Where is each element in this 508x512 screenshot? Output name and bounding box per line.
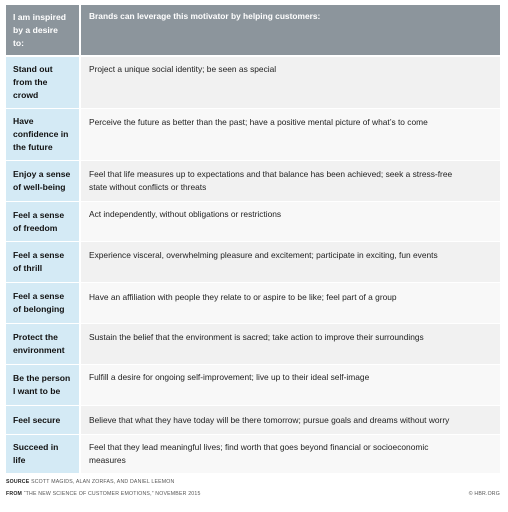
- description-line: Experience visceral, overwhelming pleasure and excitement; participate in exciting, fun events: [89, 250, 438, 260]
- description-line: Act independently, without obligations or restrictions: [89, 209, 282, 219]
- description-line: measures: [89, 455, 126, 465]
- motivator-cell: [6, 283, 81, 323]
- copyright-credit: © HBR.ORG: [468, 491, 500, 497]
- motivator-cell: [6, 406, 81, 434]
- motivator-cell: [6, 161, 81, 201]
- motivator-line: Protect the: [13, 332, 58, 342]
- motivator-cell: [6, 57, 81, 108]
- description-cell: [81, 109, 500, 160]
- motivator-line: Feel a sense: [13, 209, 65, 220]
- motivator-cell: [6, 435, 81, 473]
- motivator-line: of freedom: [13, 222, 58, 233]
- header-motivator-line: I am inspired: [13, 12, 67, 22]
- description-cell: [81, 324, 500, 364]
- source-line: [6, 476, 500, 488]
- motivator-cell: [6, 365, 81, 405]
- motivator-line: the future: [13, 142, 53, 152]
- table-header-row: [6, 5, 500, 57]
- description-cell: [81, 242, 500, 282]
- source-footer: [6, 476, 500, 500]
- from-text: “THE NEW SCIENCE OF CUSTOMER EMOTIONS,” NOVEMBER 2015: [23, 491, 201, 497]
- description-cell: [81, 57, 500, 108]
- motivator-line: Feel a sense: [13, 291, 65, 301]
- motivator-line: of well-being: [13, 182, 66, 192]
- header-description-cell: Brands can leverage this motivator by helping customers:: [81, 5, 500, 55]
- motivator-line: Feel secure: [13, 414, 61, 425]
- source-label: SOURCE: [6, 479, 30, 485]
- description-cell: [81, 161, 500, 201]
- description-cell: [81, 283, 500, 323]
- description-cell: [81, 365, 500, 405]
- motivator-line: Enjoy a sense: [13, 169, 71, 179]
- description-line: Fulfill a desire for ongoing self-improvement; live up to their ideal self-image: [89, 372, 370, 382]
- description-cell: [81, 202, 500, 241]
- description-line: state without conflicts or threats: [89, 182, 207, 192]
- motivator-line: life: [13, 455, 26, 465]
- table-row: [6, 109, 500, 161]
- table-row: [6, 242, 500, 283]
- motivator-line: confidence in: [13, 129, 69, 139]
- description-line: Feel that life measures up to expectations and that balance has been achieved; seek a stress-free: [89, 169, 453, 179]
- from-label: FROM: [6, 491, 23, 497]
- motivator-cell: [6, 109, 81, 160]
- motivator-line: Succeed in: [13, 442, 59, 452]
- table-row: [6, 161, 500, 202]
- description-line: Sustain the belief that the environment is sacred; take action to improve their surroundings: [89, 332, 424, 342]
- motivator-line: environment: [13, 345, 65, 355]
- table-row: [6, 202, 500, 242]
- motivator-line: I want to be: [13, 386, 61, 396]
- description-cell: [81, 435, 500, 473]
- motivators-table: [6, 5, 500, 474]
- table-row: [6, 57, 500, 109]
- source-text: SCOTT MAGIDS, ALAN ZORFAS, AND DANIEL LEEMON: [31, 479, 175, 485]
- header-motivator-line: by a desire: [13, 25, 58, 35]
- description-line: Believe that what they have today will be there tomorrow; pursue goals and dreams without worry: [89, 415, 450, 425]
- table-row: [6, 365, 500, 406]
- motivator-cell: [6, 202, 81, 241]
- table-row: [6, 324, 500, 365]
- motivator-line: of belonging: [13, 304, 65, 314]
- table-row: [6, 435, 500, 474]
- table-row: [6, 283, 500, 324]
- motivator-line: Stand out: [13, 64, 53, 74]
- description-line: Feel that they lead meaningful lives; find worth that goes beyond financial or socioeconomic: [89, 442, 429, 452]
- description-cell: [81, 406, 500, 434]
- header-motivator-line: to:: [13, 38, 24, 48]
- motivator-line: crowd: [13, 90, 39, 100]
- motivator-line: of thrill: [13, 263, 43, 273]
- motivator-line: Be the person: [13, 373, 71, 383]
- motivator-line: from the: [13, 77, 48, 87]
- table-row: [6, 406, 500, 435]
- motivator-cell: [6, 324, 81, 364]
- description-line: Perceive the future as better than the past; have a positive mental picture of what’s to come: [89, 117, 428, 127]
- description-line: Project a unique social identity; be seen as special: [89, 64, 277, 74]
- motivator-line: Have: [13, 116, 34, 126]
- description-line: Have an affiliation with people they relate to or aspire to be like; feel part of a group: [89, 292, 397, 302]
- motivator-cell: [6, 242, 81, 282]
- header-motivator-cell: [6, 5, 81, 55]
- motivator-line: Feel a sense: [13, 250, 65, 260]
- from-line: [6, 488, 500, 500]
